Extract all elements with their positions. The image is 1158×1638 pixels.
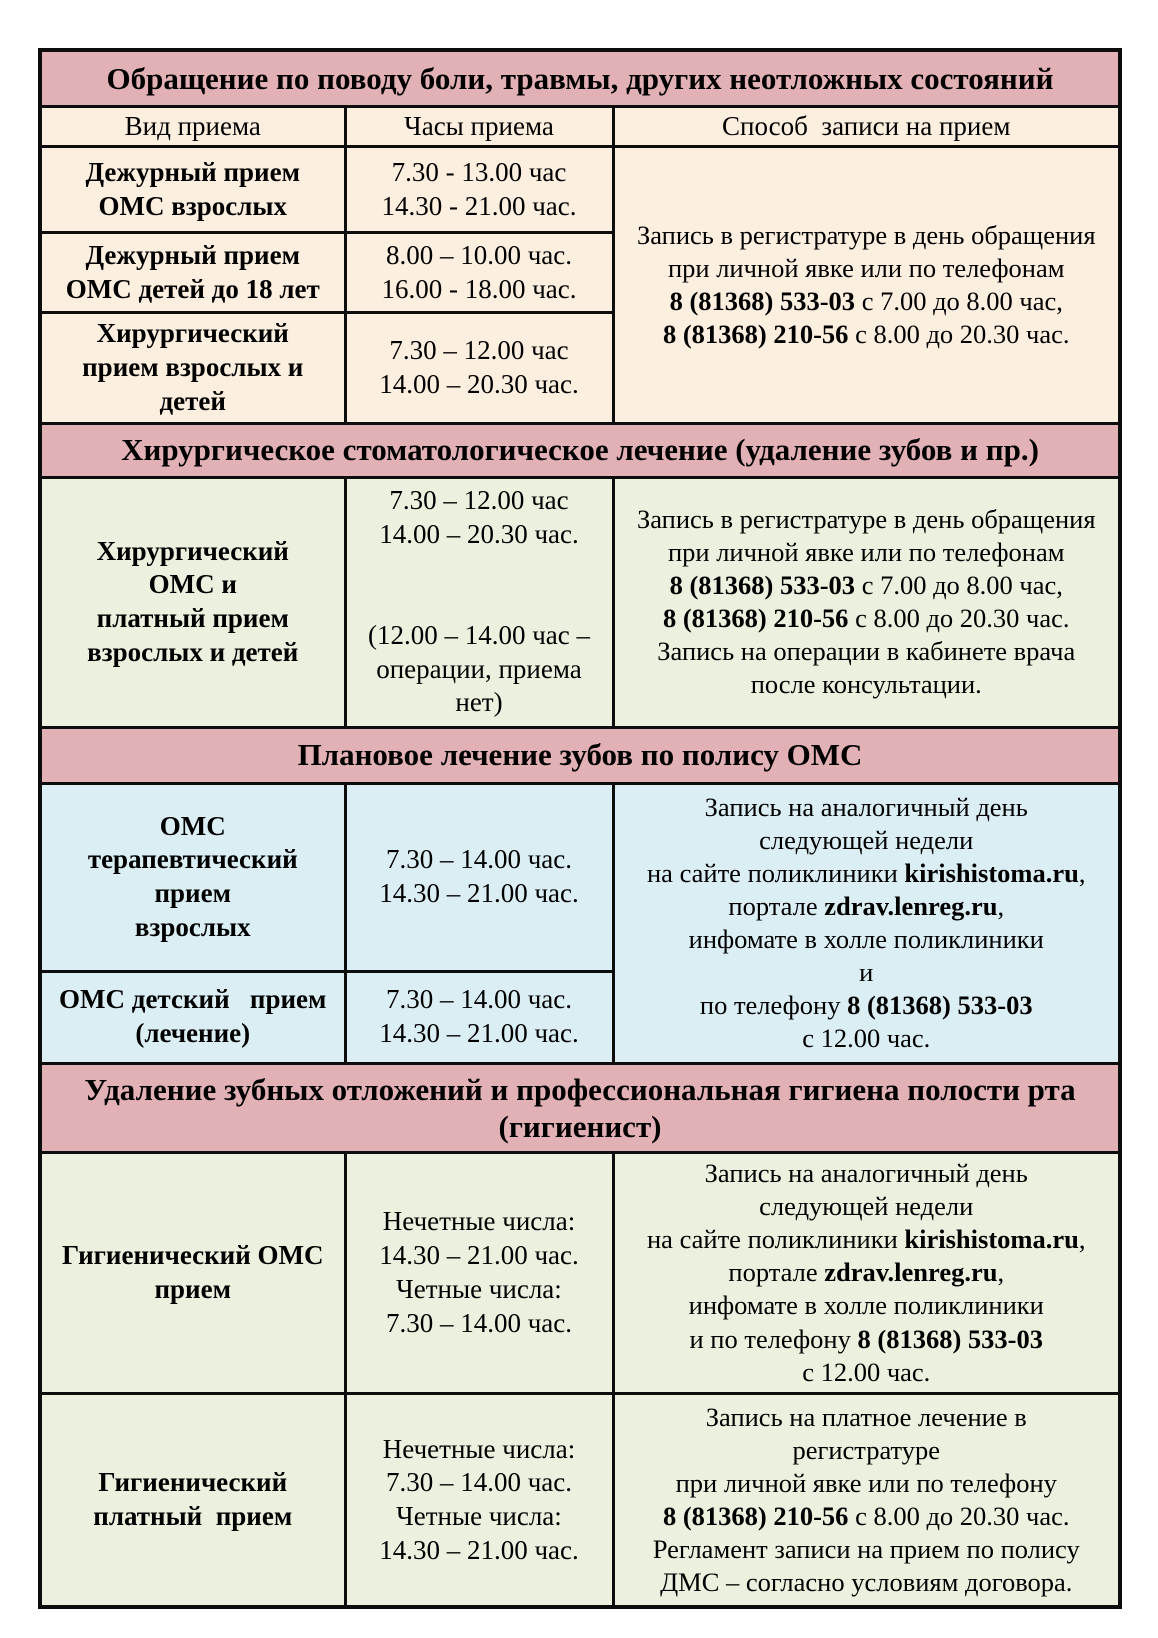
cell-type-surgical-admission: Хирургический прием взрослых и детей xyxy=(40,313,345,423)
table-row xyxy=(40,783,1120,971)
cell-type-oms-therapy-adults: ОМС терапевтический прием взрослых xyxy=(40,783,345,971)
table-row xyxy=(40,147,1120,233)
cell-hours-duty-adults: 7.30 - 13.00 час 14.30 - 21.00 час. xyxy=(345,147,613,233)
table-row xyxy=(40,477,1120,727)
cell-hours-duty-children: 8.00 – 10.00 час. 16.00 - 18.00 час. xyxy=(345,233,613,313)
cell-hours-surgical-admission: 7.30 – 12.00 час 14.00 – 20.30 час. xyxy=(345,313,613,423)
cell-type-hygiene-paid: Гигиенический платный прием xyxy=(40,1393,345,1607)
section-title-urgent: Обращение по поводу боли, травмы, других неотложных состояний xyxy=(40,50,1120,106)
col-header-booking: Способ записи на прием xyxy=(613,106,1120,147)
table-row xyxy=(40,1152,1120,1393)
col-header-type: Вид приема xyxy=(40,106,345,147)
cell-type-hygiene-oms: Гигиенический ОМС прием xyxy=(40,1152,345,1393)
cell-hours-hygiene-paid: Нечетные числа: 7.30 – 14.00 час. Четные числа: 14.30 – 21.00 час. xyxy=(345,1393,613,1607)
cell-booking-urgent: Запись в регистратуре в день обращения при личной явке или по телефонам 8 (81368) 533-03 с 7.00 до 8.00 час, 8 (81368) 210-56 с 8.00 до 20.30 час. xyxy=(613,147,1120,423)
cell-booking-hygiene-oms: Запись на аналогичный день следующей недели на сайте поликлиники kirishistoma.ru, портале zdrav.lenreg.ru, инфомате в холле поликлиники и по телефону 8 (81368) 533-03 с 12.00 час. xyxy=(613,1152,1120,1393)
section-title-surgical: Хирургическое стоматологическое лечение (удаление зубов и пр.) xyxy=(40,423,1120,477)
col-header-hours: Часы приема xyxy=(345,106,613,147)
cell-type-duty-children: Дежурный прием ОМС детей до 18 лет xyxy=(40,233,345,313)
cell-type-duty-adults: Дежурный прием ОМС взрослых xyxy=(40,147,345,233)
section-title-hygiene: Удаление зубных отложений и профессиональная гигиена полости рта (гигиенист) xyxy=(40,1063,1120,1152)
cell-hours-surgical: 7.30 – 12.00 час 14.00 – 20.30 час. (12.00 – 14.00 час – операции, приема нет) xyxy=(345,477,613,727)
cell-hours-oms-children: 7.30 – 14.00 час. 14.30 – 21.00 час. xyxy=(345,971,613,1063)
cell-hours-oms-therapy-adults: 7.30 – 14.00 час. 14.30 – 21.00 час. xyxy=(345,783,613,971)
cell-booking-hygiene-paid: Запись на платное лечение в регистратуре при личной явке или по телефону 8 (81368) 210-56 с 8.00 до 20.30 час. Регламент записи на прием по полису ДМС – согласно условиям договора. xyxy=(613,1393,1120,1607)
table-row xyxy=(40,1393,1120,1607)
cell-type-surgical: Хирургический ОМС и платный прием взрослых и детей xyxy=(40,477,345,727)
cell-hours-hygiene-oms: Нечетные числа: 14.30 – 21.00 час. Четные числа: 7.30 – 14.00 час. xyxy=(345,1152,613,1393)
section-title-planned: Плановое лечение зубов по полису ОМС xyxy=(40,727,1120,783)
cell-booking-planned: Запись на аналогичный день следующей недели на сайте поликлиники kirishistoma.ru, портале zdrav.lenreg.ru, инфомате в холле поликлиники и по телефону 8 (81368) 533-03 с 12.00 час. xyxy=(613,783,1120,1063)
cell-booking-surgical: Запись в регистратуре в день обращения при личной явке или по телефонам 8 (81368) 533-03 с 7.00 до 8.00 час, 8 (81368) 210-56 с 8.00 до 20.30 час. Запись на операции в кабинете врача после консультации. xyxy=(613,477,1120,727)
cell-type-oms-children: ОМС детский прием (лечение) xyxy=(40,971,345,1063)
schedule-table xyxy=(38,48,1122,1609)
